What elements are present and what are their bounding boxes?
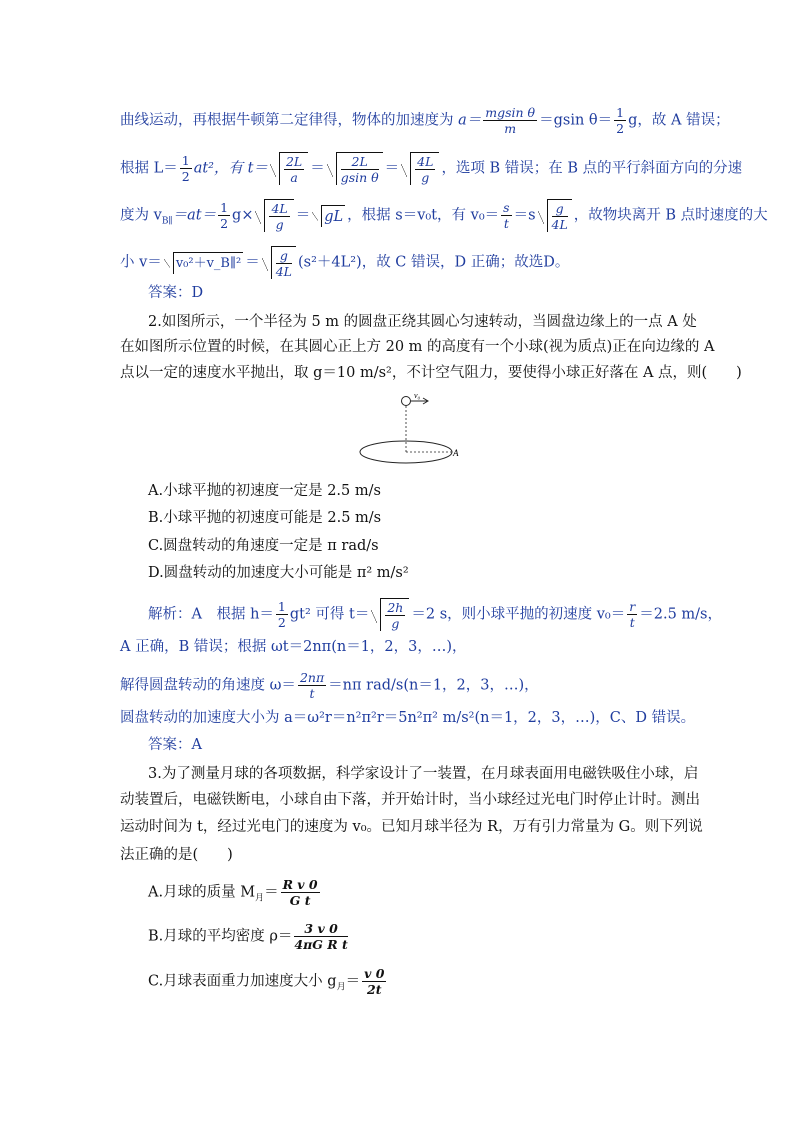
- fraction: [276, 248, 292, 279]
- denominator: m: [504, 121, 517, 136]
- text: ，故物块离开 B 点时速度的大: [573, 207, 768, 224]
- answer-1: 答案：D: [148, 285, 204, 301]
- fraction: [415, 154, 435, 185]
- text: (s²＋4L²)，故 C 错误，D 正确；故选D。: [297, 254, 570, 271]
- text: ＝nπ rad/s(n＝1，2，3，…)，: [328, 677, 539, 694]
- fraction: [284, 154, 304, 185]
- fraction: [218, 200, 230, 231]
- numerator: R v 0: [282, 877, 318, 892]
- radicand: v₀²＋v_B∥²: [174, 252, 243, 274]
- numerator: 2L: [285, 154, 303, 169]
- fraction: [385, 600, 405, 631]
- fraction: [483, 105, 537, 136]
- denominator: 2: [616, 121, 625, 136]
- denominator: a: [290, 170, 298, 185]
- text: 解得圆盘转动的角速度 ω＝: [120, 677, 296, 694]
- numerator: 4L: [271, 201, 288, 216]
- numerator: mgsin θ: [485, 105, 536, 120]
- text: 度为 v: [120, 207, 162, 224]
- numerator: v 0: [364, 966, 385, 981]
- fraction: [276, 599, 288, 630]
- q2-solution-4: 圆盘转动的加速度大小为 a＝ω²r＝n²π²r＝5n²π² m/s²(n＝1，2，3，…)，C、D 错误。: [120, 710, 696, 726]
- fraction: [501, 200, 511, 231]
- denominator: 4L: [551, 217, 568, 232]
- sqrt: [327, 152, 383, 185]
- subscript: 月: [255, 893, 265, 904]
- numerator: g: [276, 248, 292, 264]
- numerator: 1: [277, 599, 286, 614]
- q2-option-b: B.小球平抛的初速度可能是 2.5 m/s: [148, 510, 382, 526]
- q3-line-2: 动装置后，电磁铁断电，小球自由下落，并开始计时，当小球经过光电门时停止计时。测出: [120, 792, 700, 808]
- text: ＝gsin θ＝: [539, 112, 613, 129]
- q3-option-c: [148, 966, 388, 997]
- q2-option-a: A.小球平抛的初速度一定是 2.5 m/s: [148, 483, 381, 499]
- text: ＝2.5 m/s，: [639, 606, 722, 623]
- denominator: g: [421, 170, 430, 185]
- text: 解析：A 根据 h＝: [148, 606, 274, 623]
- denominator: g: [391, 616, 400, 631]
- denominator: 2: [220, 216, 229, 231]
- v0-label: v₀: [414, 391, 421, 400]
- fraction: [269, 201, 289, 232]
- text: at²，有 t＝: [193, 160, 268, 177]
- denominator: 4L: [275, 264, 292, 279]
- subscript: 月: [336, 982, 346, 993]
- fraction: [552, 201, 568, 232]
- sqrt: [262, 246, 296, 279]
- sqrt: [401, 152, 439, 185]
- q2-solution-2: A 正确，B 错误；根据 ωt＝2nπ(n＝1，2，3，…)，: [120, 639, 467, 655]
- radicand: gL: [322, 205, 345, 227]
- denominator: 4πG R t: [294, 937, 348, 952]
- text: ＝: [345, 973, 361, 990]
- text: ＝2 s，则小球平抛的初速度 v₀＝: [411, 606, 626, 623]
- text: ＝: [245, 254, 260, 271]
- text: 根据 L＝: [120, 160, 178, 177]
- q2-solution-3: [120, 670, 539, 701]
- fraction: [294, 921, 347, 952]
- q2-option-d: D.圆盘转动的加速度大小可能是 π² m/s²: [148, 565, 409, 581]
- numerator: g: [552, 201, 568, 217]
- numerator: r: [629, 599, 636, 614]
- denominator: gsin θ: [340, 170, 379, 185]
- denominator: t: [629, 615, 635, 630]
- text: ＝: [264, 884, 279, 901]
- q2-option-c: C.圆盘转动的角速度一定是 π rad/s: [148, 538, 379, 554]
- numerator: 2L: [341, 154, 379, 170]
- text: g×: [232, 207, 254, 224]
- numerator: 1: [181, 153, 190, 168]
- fraction: [627, 599, 637, 630]
- fraction: [341, 154, 379, 185]
- denominator: G t: [289, 893, 311, 908]
- sol1-line-2: 根据 L＝ $\frac{1}{2}$ at²，有 t＝ $\frac{2L}{a}$ ＝ $\frac{2L}{\text{gsin θ}}$ ＝ $\frac{4L}{g}$ ，选项 B 错误；在 B 点的平行斜面方向的分速: [120, 153, 743, 185]
- q2-line-1: 2.如图所示，一个半径为 5 m 的圆盘正绕其圆心匀速转动，当圆盘边缘上的一点 A 处: [148, 314, 697, 330]
- denominator: 2: [277, 615, 286, 630]
- denominator: 2: [181, 169, 190, 184]
- text: A.月球的质量 M: [148, 884, 256, 901]
- sqrt: [255, 199, 293, 232]
- numerator: 2h: [387, 600, 404, 615]
- sol1-line-1: [120, 105, 730, 136]
- denominator: t: [309, 686, 315, 701]
- disk-figure: [355, 390, 475, 470]
- text: 小 v＝: [120, 254, 162, 271]
- numerator: 2nπ: [299, 670, 325, 685]
- q3-line-1: 3.为了测量月球的各项数据，科学家设计了一装置，在月球表面用电磁铁吸住小球，启: [148, 766, 699, 782]
- q3-line-3: 运动时间为 t，经过光电门的速度为 v₀。已知月球半径为 R，万有引力常量为 G。则下列说: [120, 819, 703, 835]
- q2-line-3: 点以一定的速度水平抛出，取 g＝10 m/s²，不计空气阻力，要使得小球正好落在 A 点，则( ): [120, 365, 742, 381]
- denominator: g: [275, 217, 284, 232]
- sol1-line-4: [120, 246, 569, 279]
- denominator: t: [503, 216, 509, 231]
- sqrt: [538, 199, 572, 232]
- fraction: [614, 105, 626, 136]
- numerator: 1: [220, 200, 229, 215]
- ball: [402, 397, 411, 406]
- denominator: 2t: [367, 982, 382, 997]
- fraction: [281, 877, 320, 908]
- text: ，选项 B 错误；在 B 点的平行斜面方向的分速: [441, 160, 743, 177]
- text: C.月球表面重力加速度大小 g: [148, 973, 337, 990]
- sqrt: [164, 252, 243, 274]
- fraction: [298, 670, 326, 701]
- q3-option-a: [148, 877, 322, 908]
- point-a-label: A: [453, 448, 459, 458]
- numerator: s: [503, 200, 510, 215]
- q3-line-4: 法正确的是( ): [120, 847, 233, 863]
- text: ＝: [295, 207, 311, 224]
- text: ＝at＝: [172, 207, 217, 224]
- subscript: B∥: [161, 216, 173, 227]
- text: gt² 可得 t＝: [289, 606, 370, 623]
- sqrt: [270, 152, 308, 185]
- fraction: [362, 966, 386, 997]
- sol1-line-3: [120, 199, 768, 232]
- numerator: 4L: [417, 154, 434, 169]
- sqrt: [371, 598, 409, 631]
- numerator: 3 v 0: [294, 921, 347, 937]
- fraction: [180, 153, 192, 184]
- text: ＝s: [513, 207, 536, 224]
- text: B.月球的平均密度 ρ＝: [148, 928, 293, 945]
- answer-2: 答案：A: [148, 737, 202, 753]
- sqrt: [312, 205, 345, 227]
- numerator: 1: [616, 105, 625, 120]
- q2-line-2: 在如图所示位置的时候，在其圆心正上方 20 m 的高度有一个小球(视为质点)正在向边缘的 A: [120, 339, 715, 355]
- text: 曲线运动，再根据牛顿第二定律得，物体的加速度为: [120, 112, 459, 129]
- text: g，故 A 错误；: [628, 112, 730, 129]
- q3-option-b: [148, 921, 350, 952]
- text: ，根据 s＝v₀t，有 v₀＝: [347, 207, 500, 224]
- text: a＝: [458, 112, 482, 129]
- q2-solution-1: [148, 598, 722, 631]
